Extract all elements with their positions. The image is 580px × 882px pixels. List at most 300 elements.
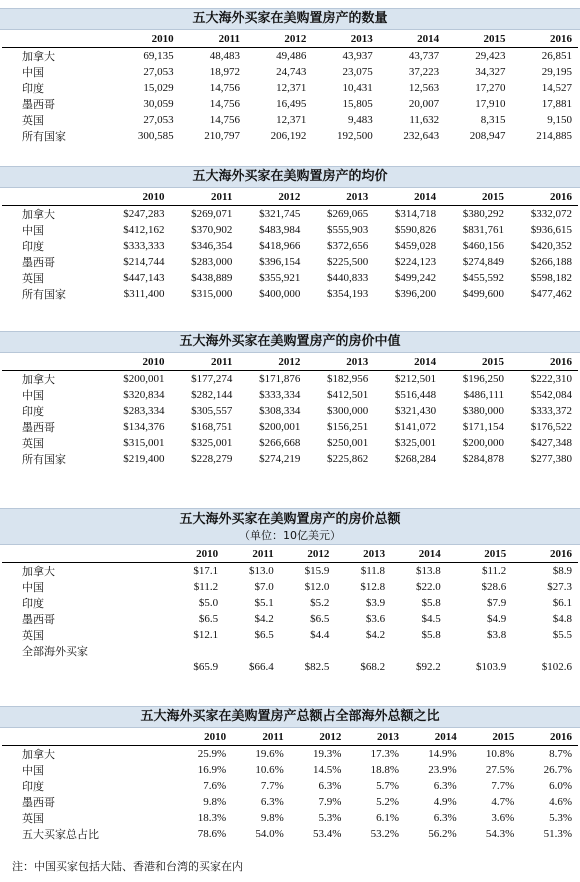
cell-value: $400,000 xyxy=(259,288,301,300)
cell-value: $516,448 xyxy=(394,389,437,401)
cell-value: $459,028 xyxy=(394,240,437,252)
cell-value: $274,849 xyxy=(462,256,505,268)
cell-value: 6.3% xyxy=(318,780,342,792)
cell-value: $346,354 xyxy=(191,240,233,252)
cell-value: $455,592 xyxy=(462,272,505,284)
table-title: 五大海外买家在美购置房产总额占全部海外总额之比 xyxy=(0,706,580,728)
cell-value: 4.6% xyxy=(549,796,572,808)
table-count xyxy=(0,8,580,144)
cell-value: $6.5 xyxy=(254,629,274,641)
year-header: 2012 xyxy=(278,355,301,368)
cell-value: 7.9% xyxy=(318,796,342,808)
data-table xyxy=(2,188,578,302)
cell-value: $305,557 xyxy=(191,405,233,417)
cell-value: $196,250 xyxy=(462,373,505,385)
cell-value: $314,718 xyxy=(394,208,437,220)
cell-value: $598,182 xyxy=(530,272,572,284)
year-header: 2012 xyxy=(278,190,301,203)
table-row xyxy=(2,419,578,435)
year-header: 2012 xyxy=(319,730,342,743)
table-row xyxy=(2,810,578,826)
table-row xyxy=(2,387,578,403)
cell-value: $277,380 xyxy=(530,453,572,465)
cell-value: 16,495 xyxy=(276,98,307,110)
footnote: 注：中国买家包括大陆、香港和台湾的买家在内 xyxy=(12,860,243,873)
cell-value: $225,500 xyxy=(326,256,369,268)
cell-value: 27,053 xyxy=(143,66,174,78)
cell-value: 15,805 xyxy=(342,98,373,110)
cell-value: 8,315 xyxy=(480,114,506,126)
cell-value: 78.6% xyxy=(197,828,227,840)
row-label: 墨西哥 xyxy=(22,613,55,626)
year-header: 2010 xyxy=(196,547,219,560)
cell-value: $250,001 xyxy=(326,437,369,449)
cell-value: 9,483 xyxy=(348,114,373,126)
cell-value: $219,400 xyxy=(123,453,165,465)
cell-value: 6.3% xyxy=(433,780,457,792)
row-label: 所有国家 xyxy=(22,453,66,466)
cell-value: $7.9 xyxy=(487,597,507,609)
table-row xyxy=(2,826,578,842)
cell-value: $4.8 xyxy=(552,613,572,625)
cell-value: 18,972 xyxy=(209,66,241,78)
cell-value: $134,376 xyxy=(123,421,165,433)
cell-value: 18.3% xyxy=(197,812,227,824)
cell-value: $269,071 xyxy=(191,208,233,220)
header-blank xyxy=(2,188,103,206)
table-row xyxy=(2,222,578,238)
table-title: 五大海外买家在美购置房产的房价中值 xyxy=(0,331,580,353)
cell-value: $5.5 xyxy=(552,629,572,641)
cell-value: $3.6 xyxy=(365,613,386,625)
cell-value xyxy=(447,643,513,659)
cell-value: $6.5 xyxy=(310,613,330,625)
row-label xyxy=(2,659,169,674)
cell-value: 17,881 xyxy=(541,98,572,110)
cell-value: $325,001 xyxy=(191,437,233,449)
cell-value: 49,486 xyxy=(276,50,307,62)
cell-value: 48,483 xyxy=(209,50,241,62)
cell-value: $447,143 xyxy=(123,272,165,284)
cell-value: 53.2% xyxy=(370,828,400,840)
cell-value: 30,059 xyxy=(143,98,174,110)
cell-value: $4.2 xyxy=(254,613,274,625)
table-row xyxy=(2,435,578,451)
year-header: 2013 xyxy=(350,32,373,45)
year-header: 2016 xyxy=(550,547,572,560)
cell-value: $5.1 xyxy=(254,597,274,609)
cell-value: $370,902 xyxy=(191,224,233,236)
cell-value: $4.5 xyxy=(421,613,441,625)
row-label: 所有国家 xyxy=(22,130,66,143)
table-title: 五大海外买家在美购置房产的均价 xyxy=(0,166,580,188)
cell-value: 14.9% xyxy=(428,748,457,760)
cell-value: 206,192 xyxy=(270,130,307,142)
cell-value: $66.4 xyxy=(249,660,274,673)
year-header: 2011 xyxy=(262,730,284,743)
cell-value xyxy=(169,643,225,659)
row-label: 英国 xyxy=(22,629,44,642)
cell-value: 14,756 xyxy=(209,82,241,94)
row-label: 加拿大 xyxy=(22,50,55,63)
cell-value: $5.8 xyxy=(421,597,441,609)
cell-value: $171,876 xyxy=(259,373,301,385)
cell-value: $12.0 xyxy=(304,581,330,593)
cell-value: $308,334 xyxy=(259,405,301,417)
cell-value: $168,751 xyxy=(191,421,233,433)
cell-value: $222,310 xyxy=(530,373,572,385)
cell-value: $156,251 xyxy=(326,421,369,433)
year-header: 2012 xyxy=(284,32,307,45)
cell-value: $333,333 xyxy=(123,240,165,252)
cell-value: 232,643 xyxy=(403,130,440,142)
row-label: 英国 xyxy=(22,272,44,285)
cell-value: $311,400 xyxy=(123,288,165,300)
cell-value: $15.9 xyxy=(304,565,330,577)
row-label: 墨西哥 xyxy=(22,421,55,434)
row-label: 印度 xyxy=(22,405,44,418)
row-label: 加拿大 xyxy=(22,748,55,761)
header-row xyxy=(2,188,578,206)
cell-value xyxy=(224,643,280,659)
cell-value: $228,279 xyxy=(191,453,233,465)
cell-value: $6.5 xyxy=(198,613,219,625)
row-label: 印度 xyxy=(22,240,44,253)
header-row xyxy=(2,728,578,746)
row-label: 加拿大 xyxy=(22,565,55,578)
cell-value: $380,292 xyxy=(462,208,505,220)
cell-value: $200,001 xyxy=(259,421,301,433)
cell-value: 56.2% xyxy=(428,828,457,840)
cell-value: 34,327 xyxy=(475,66,506,78)
cell-value: 37,223 xyxy=(408,66,440,78)
data-table xyxy=(2,545,578,674)
cell-value: $412,501 xyxy=(326,389,369,401)
cell-value: 8.7% xyxy=(549,748,572,760)
table-row xyxy=(2,778,578,794)
cell-value: $486,111 xyxy=(463,389,505,401)
table-subtitle: （单位：10亿美元） xyxy=(239,529,341,542)
year-header: 2013 xyxy=(346,355,369,368)
cell-value: 5.7% xyxy=(376,780,400,792)
year-header: 2011 xyxy=(211,190,233,203)
cell-value: 19.3% xyxy=(312,748,342,760)
cell-value: $3.9 xyxy=(365,597,386,609)
year-header: 2015 xyxy=(484,547,507,560)
cell-value: $483,984 xyxy=(259,224,301,236)
cell-value: $266,188 xyxy=(530,256,572,268)
cell-value: 214,885 xyxy=(536,130,572,142)
cell-value: 9.8% xyxy=(203,796,227,808)
table-row xyxy=(2,563,578,580)
cell-value: $22.0 xyxy=(415,581,441,593)
table-row xyxy=(2,96,578,112)
cell-value: $321,430 xyxy=(394,405,437,417)
cell-value: 24,743 xyxy=(276,66,307,78)
table-row xyxy=(2,643,578,659)
cell-value: $141,072 xyxy=(394,421,437,433)
cell-value: $269,065 xyxy=(326,208,369,220)
cell-value: $333,334 xyxy=(259,389,301,401)
year-header: 2011 xyxy=(252,547,274,560)
cell-value: $420,352 xyxy=(530,240,572,252)
cell-value: $268,284 xyxy=(394,453,437,465)
year-header: 2014 xyxy=(434,730,457,743)
cell-value: $12.8 xyxy=(360,581,386,593)
cell-value: 6.1% xyxy=(376,812,400,824)
cell-value: 7.6% xyxy=(203,780,227,792)
cell-value: $4.4 xyxy=(310,629,330,641)
cell-value: 27.5% xyxy=(485,764,515,776)
cell-value: $27.3 xyxy=(547,581,572,593)
cell-value: $182,956 xyxy=(326,373,369,385)
row-label: 墨西哥 xyxy=(22,256,55,269)
cell-value: 14.5% xyxy=(312,764,342,776)
table-row xyxy=(2,595,578,611)
cell-value: 18.8% xyxy=(370,764,400,776)
year-header: 2016 xyxy=(550,190,572,203)
cell-value: $102.6 xyxy=(541,660,572,673)
table-total-value xyxy=(0,508,580,674)
cell-value: $282,144 xyxy=(191,389,233,401)
row-label: 五大买家总占比 xyxy=(22,828,99,841)
cell-value: $440,833 xyxy=(326,272,369,284)
year-header: 2015 xyxy=(482,190,505,203)
table-title: 五大海外买家在美购置房产的房价总额 （单位：10亿美元） xyxy=(0,508,580,545)
cell-value: $418,966 xyxy=(259,240,301,252)
row-label: 英国 xyxy=(22,437,44,450)
cell-value: $17.1 xyxy=(193,565,219,577)
row-label: 英国 xyxy=(22,114,44,127)
cell-value: $266,668 xyxy=(259,437,301,449)
cell-value: $284,878 xyxy=(462,453,505,465)
cell-value: $224,123 xyxy=(394,256,437,268)
cell-value: $225,862 xyxy=(326,453,369,465)
cell-value: 20,007 xyxy=(408,98,440,110)
cell-value: 4.9% xyxy=(433,796,457,808)
year-header: 2011 xyxy=(211,355,233,368)
cell-value: 17.3% xyxy=(370,748,400,760)
cell-value: $325,001 xyxy=(394,437,437,449)
cell-value: $28.6 xyxy=(481,581,507,593)
cell-value xyxy=(512,643,578,659)
cell-value: 5.2% xyxy=(376,796,400,808)
cell-value: $4.9 xyxy=(487,613,507,625)
table-row xyxy=(2,270,578,286)
cell-value: 54.3% xyxy=(485,828,515,840)
cell-value: $315,001 xyxy=(123,437,165,449)
cell-value: $831,761 xyxy=(462,224,505,236)
table-row xyxy=(2,48,578,65)
table-row xyxy=(2,206,578,223)
year-header: 2016 xyxy=(550,355,572,368)
year-header: 2013 xyxy=(346,190,369,203)
cell-value: 26,851 xyxy=(541,50,572,62)
row-label: 全部海外买家 xyxy=(22,645,88,658)
cell-value: $355,921 xyxy=(259,272,301,284)
cell-value: $68.2 xyxy=(360,660,386,673)
cell-value: 27,053 xyxy=(143,114,174,126)
cell-value: 6.0% xyxy=(549,780,572,792)
cell-value: $11.2 xyxy=(193,581,219,593)
cell-value: 53.4% xyxy=(312,828,342,840)
cell-value: $380,000 xyxy=(462,405,505,417)
cell-value: 25.9% xyxy=(197,748,227,760)
cell-value xyxy=(280,643,336,659)
row-label: 中国 xyxy=(22,66,44,79)
cell-value: $200,001 xyxy=(123,373,165,385)
cell-value: 192,500 xyxy=(337,130,373,142)
cell-value: 11,632 xyxy=(409,114,440,126)
row-label: 加拿大 xyxy=(22,373,55,386)
row-label: 所有国家 xyxy=(22,288,66,301)
cell-value: 5.3% xyxy=(318,812,342,824)
cell-value: $5.8 xyxy=(421,629,441,641)
table-row xyxy=(2,627,578,643)
cell-value: 17,270 xyxy=(475,82,506,94)
table-row xyxy=(2,254,578,270)
cell-value: 208,947 xyxy=(469,130,506,142)
year-header: 2010 xyxy=(204,730,227,743)
table-median-price xyxy=(0,331,580,467)
row-label: 印度 xyxy=(22,780,44,793)
year-header: 2010 xyxy=(151,32,174,45)
table-row xyxy=(2,371,578,388)
header-blank xyxy=(2,30,113,48)
header-row xyxy=(2,30,578,48)
cell-value: 300,585 xyxy=(137,130,174,142)
table-row xyxy=(2,286,578,302)
cell-value: 26.7% xyxy=(543,764,572,776)
cell-value: $300,000 xyxy=(326,405,369,417)
cell-value: 29,195 xyxy=(541,66,572,78)
cell-value: $477,462 xyxy=(530,288,572,300)
cell-value: 5.3% xyxy=(549,812,572,824)
row-label: 加拿大 xyxy=(22,208,55,221)
table-row xyxy=(2,238,578,254)
cell-value: 14,756 xyxy=(209,98,241,110)
row-label: 中国 xyxy=(22,764,44,777)
cell-value: 6.3% xyxy=(433,812,457,824)
cell-value: $372,656 xyxy=(326,240,369,252)
cell-value: 7.7% xyxy=(491,780,515,792)
cell-value: $3.8 xyxy=(487,629,507,641)
cell-value: 43,737 xyxy=(408,50,440,62)
cell-value: $315,000 xyxy=(191,288,233,300)
cell-value: $396,200 xyxy=(394,288,437,300)
data-table xyxy=(2,728,578,842)
cell-value: 12,371 xyxy=(276,82,307,94)
cell-value: 9.8% xyxy=(260,812,284,824)
cell-value: $333,372 xyxy=(530,405,572,417)
header-row xyxy=(2,353,578,371)
row-label: 中国 xyxy=(22,389,44,402)
cell-value: $11.8 xyxy=(360,565,386,577)
cell-value: 69,135 xyxy=(143,50,174,62)
cell-value: 12,371 xyxy=(276,114,307,126)
row-label: 中国 xyxy=(22,224,44,237)
cell-value: $499,242 xyxy=(394,272,437,284)
cell-value: $4.2 xyxy=(365,629,386,641)
cell-value: $82.5 xyxy=(304,660,330,673)
cell-value: $11.2 xyxy=(481,565,507,577)
cell-value: $427,348 xyxy=(530,437,572,449)
cell-value: $13.0 xyxy=(249,565,274,577)
cell-value: $936,615 xyxy=(530,224,572,236)
cell-value xyxy=(335,643,391,659)
cell-value: 16.9% xyxy=(197,764,227,776)
cell-value: $65.9 xyxy=(193,660,219,673)
cell-value: 23,075 xyxy=(342,66,373,78)
cell-value: $283,000 xyxy=(191,256,233,268)
cell-value: $412,162 xyxy=(123,224,165,236)
year-header: 2016 xyxy=(550,32,572,45)
cell-value: 9,150 xyxy=(547,114,572,126)
header-blank xyxy=(2,728,174,746)
cell-value: 29,423 xyxy=(475,50,506,62)
cell-value: 10.6% xyxy=(255,764,284,776)
year-header: 2010 xyxy=(142,190,165,203)
row-label: 中国 xyxy=(22,581,44,594)
cell-value: $320,834 xyxy=(123,389,165,401)
table-average-price xyxy=(0,166,580,302)
cell-value: $171,154 xyxy=(462,421,505,433)
year-header: 2013 xyxy=(377,730,400,743)
row-label: 墨西哥 xyxy=(22,796,55,809)
table-row xyxy=(2,80,578,96)
year-header: 2014 xyxy=(417,32,440,45)
table-row xyxy=(2,579,578,595)
cell-value: 14,527 xyxy=(541,82,572,94)
year-header: 2011 xyxy=(218,32,241,45)
table-row xyxy=(2,794,578,810)
cell-value: $200,000 xyxy=(462,437,505,449)
cell-value: $7.0 xyxy=(254,581,274,593)
cell-value: 4.7% xyxy=(491,796,515,808)
cell-value: $5.2 xyxy=(310,597,330,609)
cell-value: $499,600 xyxy=(462,288,505,300)
table-row xyxy=(2,128,578,144)
cell-value: $13.8 xyxy=(415,565,441,577)
cell-value: $103.9 xyxy=(476,660,507,673)
row-label: 英国 xyxy=(22,812,44,825)
cell-value: $542,084 xyxy=(530,389,572,401)
cell-value: 12,563 xyxy=(408,82,440,94)
table-row xyxy=(2,659,578,674)
cell-value: $212,501 xyxy=(394,373,437,385)
cell-value: 10,431 xyxy=(342,82,373,94)
cell-value: $460,156 xyxy=(462,240,505,252)
cell-value xyxy=(391,643,447,659)
table-row xyxy=(2,403,578,419)
cell-value: $332,072 xyxy=(530,208,572,220)
cell-value: 19.6% xyxy=(255,748,284,760)
table-share xyxy=(0,706,580,842)
row-label: 印度 xyxy=(22,82,44,95)
year-header: 2015 xyxy=(492,730,515,743)
header-row xyxy=(2,545,578,563)
cell-value: $354,193 xyxy=(326,288,369,300)
table-row xyxy=(2,762,578,778)
cell-value: $274,219 xyxy=(259,453,301,465)
year-header: 2016 xyxy=(550,730,572,743)
cell-value: $12.1 xyxy=(193,629,219,641)
cell-value: $321,745 xyxy=(259,208,301,220)
cell-value: $396,154 xyxy=(259,256,301,268)
cell-value: $8.9 xyxy=(552,565,572,577)
table-row xyxy=(2,451,578,467)
cell-value: 15,029 xyxy=(143,82,174,94)
